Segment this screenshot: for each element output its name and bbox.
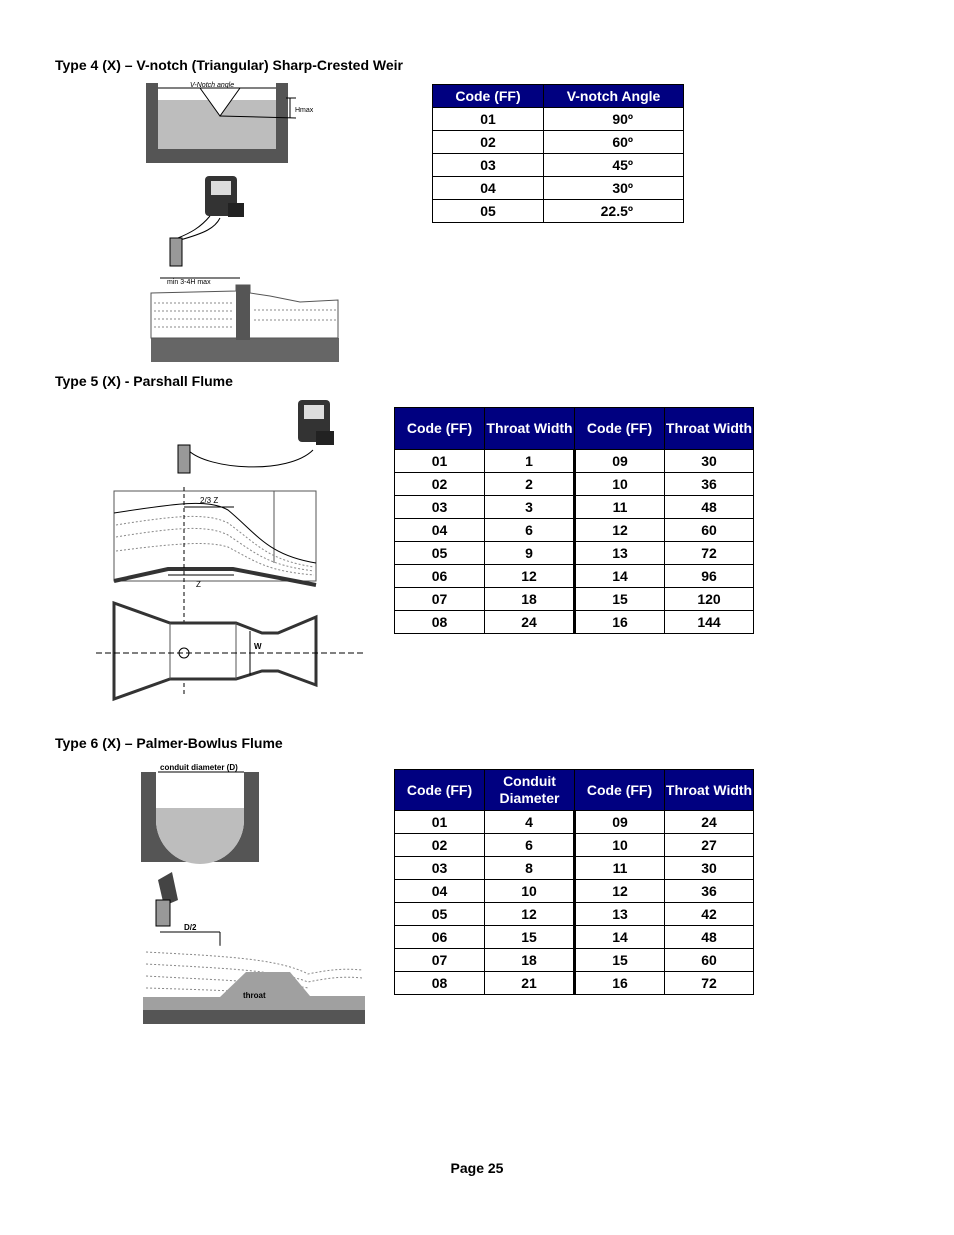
value-cell: 96 bbox=[665, 565, 754, 588]
table-row bbox=[433, 200, 684, 223]
table-header: Code (FF) bbox=[395, 770, 485, 811]
table-header: Code (FF) bbox=[395, 408, 485, 450]
code-cell: 01 bbox=[433, 108, 544, 131]
code-cell: 14 bbox=[575, 926, 665, 949]
value-cell: 60 bbox=[665, 519, 754, 542]
value-cell: 9 bbox=[485, 542, 575, 565]
code-cell: 02 bbox=[433, 131, 544, 154]
value-cell: 10 bbox=[485, 880, 575, 903]
angle-cell: 90º bbox=[544, 108, 684, 131]
table-header: Throat Width bbox=[665, 770, 754, 811]
table-row bbox=[395, 857, 754, 880]
table-row bbox=[395, 834, 754, 857]
value-cell: 72 bbox=[665, 542, 754, 565]
sensor-icon bbox=[178, 445, 190, 473]
conduit-diameter-label: conduit diameter (D) bbox=[160, 763, 238, 772]
table-row bbox=[433, 177, 684, 200]
code-cell: 04 bbox=[395, 880, 485, 903]
table-row bbox=[395, 565, 754, 588]
table-row bbox=[395, 811, 754, 834]
value-cell: 6 bbox=[485, 834, 575, 857]
code-cell: 05 bbox=[395, 903, 485, 926]
parshall-flume-table bbox=[394, 407, 754, 634]
v-notch-weir-figure bbox=[140, 78, 345, 368]
value-cell: 24 bbox=[485, 611, 575, 634]
code-cell: 14 bbox=[575, 565, 665, 588]
table-row bbox=[395, 903, 754, 926]
table-row bbox=[395, 496, 754, 519]
value-cell: 42 bbox=[665, 903, 754, 926]
table-row bbox=[395, 519, 754, 542]
value-cell: 3 bbox=[485, 496, 575, 519]
value-cell: 36 bbox=[665, 473, 754, 496]
table-header: Code (FF) bbox=[575, 408, 665, 450]
code-cell: 03 bbox=[395, 496, 485, 519]
code-cell: 15 bbox=[575, 949, 665, 972]
code-cell: 12 bbox=[575, 519, 665, 542]
code-cell: 16 bbox=[575, 972, 665, 995]
palmer-bowlus-table bbox=[394, 769, 754, 995]
value-cell: 72 bbox=[665, 972, 754, 995]
value-cell: 48 bbox=[665, 926, 754, 949]
value-cell: 120 bbox=[665, 588, 754, 611]
code-cell: 02 bbox=[395, 834, 485, 857]
value-cell: 48 bbox=[665, 496, 754, 519]
table-row bbox=[395, 473, 754, 496]
d-half-label: D/2 bbox=[184, 923, 197, 932]
value-cell: 15 bbox=[485, 926, 575, 949]
code-cell: 04 bbox=[395, 519, 485, 542]
table-row bbox=[395, 949, 754, 972]
code-cell: 13 bbox=[575, 542, 665, 565]
table-row bbox=[395, 611, 754, 634]
angle-cell: 60º bbox=[544, 131, 684, 154]
code-cell: 02 bbox=[395, 473, 485, 496]
hmax-label: Hmax bbox=[295, 107, 314, 114]
value-cell: 12 bbox=[485, 903, 575, 926]
code-cell: 05 bbox=[433, 200, 544, 223]
table-row bbox=[395, 542, 754, 565]
code-cell: 08 bbox=[395, 611, 485, 634]
palmer-bowlus-figure bbox=[138, 760, 368, 1028]
section4-heading: Type 4 (X) – V-notch (Triangular) Sharp-Crested Weir bbox=[55, 57, 403, 73]
code-cell: 09 bbox=[575, 811, 665, 834]
two-thirds-z-label: 2/3 Z bbox=[200, 496, 219, 505]
code-cell: 15 bbox=[575, 588, 665, 611]
code-cell: 07 bbox=[395, 949, 485, 972]
table-header: Code (FF) bbox=[575, 770, 665, 811]
v-notch-table bbox=[432, 84, 684, 223]
value-cell: 6 bbox=[485, 519, 575, 542]
code-cell: 16 bbox=[575, 611, 665, 634]
code-cell: 01 bbox=[395, 450, 485, 473]
code-cell: 10 bbox=[575, 834, 665, 857]
table-row bbox=[395, 972, 754, 995]
parshall-flume-figure bbox=[88, 395, 366, 705]
value-cell: 36 bbox=[665, 880, 754, 903]
v-notch-angle-label: V-Notch angle bbox=[190, 82, 235, 89]
min-distance-label: min 3-4H max bbox=[167, 279, 211, 286]
angle-cell: 30º bbox=[544, 177, 684, 200]
section6-heading: Type 6 (X) – Palmer-Bowlus Flume bbox=[55, 735, 283, 751]
table-row bbox=[433, 108, 684, 131]
value-cell: 60 bbox=[665, 949, 754, 972]
table-header: Code (FF) bbox=[433, 85, 544, 108]
value-cell: 12 bbox=[485, 565, 575, 588]
code-cell: 09 bbox=[575, 450, 665, 473]
value-cell: 18 bbox=[485, 588, 575, 611]
code-cell: 03 bbox=[395, 857, 485, 880]
table-header: V-notch Angle bbox=[544, 85, 684, 108]
table-header: Throat Width bbox=[485, 408, 575, 450]
value-cell: 27 bbox=[665, 834, 754, 857]
angle-cell: 45º bbox=[544, 154, 684, 177]
code-cell: 11 bbox=[575, 496, 665, 519]
code-cell: 07 bbox=[395, 588, 485, 611]
code-cell: 04 bbox=[433, 177, 544, 200]
table-header: Throat Width bbox=[665, 408, 754, 450]
value-cell: 1 bbox=[485, 450, 575, 473]
code-cell: 06 bbox=[395, 926, 485, 949]
table-row bbox=[433, 154, 684, 177]
z-label: Z bbox=[196, 580, 201, 589]
code-cell: 03 bbox=[433, 154, 544, 177]
table-row bbox=[395, 926, 754, 949]
sensor-icon bbox=[170, 238, 182, 266]
sensor-icon bbox=[156, 872, 178, 926]
code-cell: 05 bbox=[395, 542, 485, 565]
value-cell: 18 bbox=[485, 949, 575, 972]
section5-heading: Type 5 (X) - Parshall Flume bbox=[55, 373, 233, 389]
transmitter-icon bbox=[205, 176, 244, 217]
table-row bbox=[395, 450, 754, 473]
code-cell: 10 bbox=[575, 473, 665, 496]
table-header: Conduit Diameter bbox=[485, 770, 575, 811]
code-cell: 13 bbox=[575, 903, 665, 926]
value-cell: 4 bbox=[485, 811, 575, 834]
value-cell: 24 bbox=[665, 811, 754, 834]
transmitter-icon bbox=[298, 400, 334, 445]
value-cell: 144 bbox=[665, 611, 754, 634]
value-cell: 8 bbox=[485, 857, 575, 880]
table-row bbox=[433, 131, 684, 154]
angle-cell: 22.5º bbox=[544, 200, 684, 223]
code-cell: 11 bbox=[575, 857, 665, 880]
code-cell: 01 bbox=[395, 811, 485, 834]
w-label: W bbox=[254, 642, 262, 651]
value-cell: 30 bbox=[665, 450, 754, 473]
code-cell: 06 bbox=[395, 565, 485, 588]
code-cell: 08 bbox=[395, 972, 485, 995]
page-number: Page 25 bbox=[450, 1160, 504, 1176]
code-cell: 12 bbox=[575, 880, 665, 903]
value-cell: 30 bbox=[665, 857, 754, 880]
table-row bbox=[395, 880, 754, 903]
table-row bbox=[395, 588, 754, 611]
throat-label: throat bbox=[243, 991, 266, 1000]
value-cell: 21 bbox=[485, 972, 575, 995]
value-cell: 2 bbox=[485, 473, 575, 496]
